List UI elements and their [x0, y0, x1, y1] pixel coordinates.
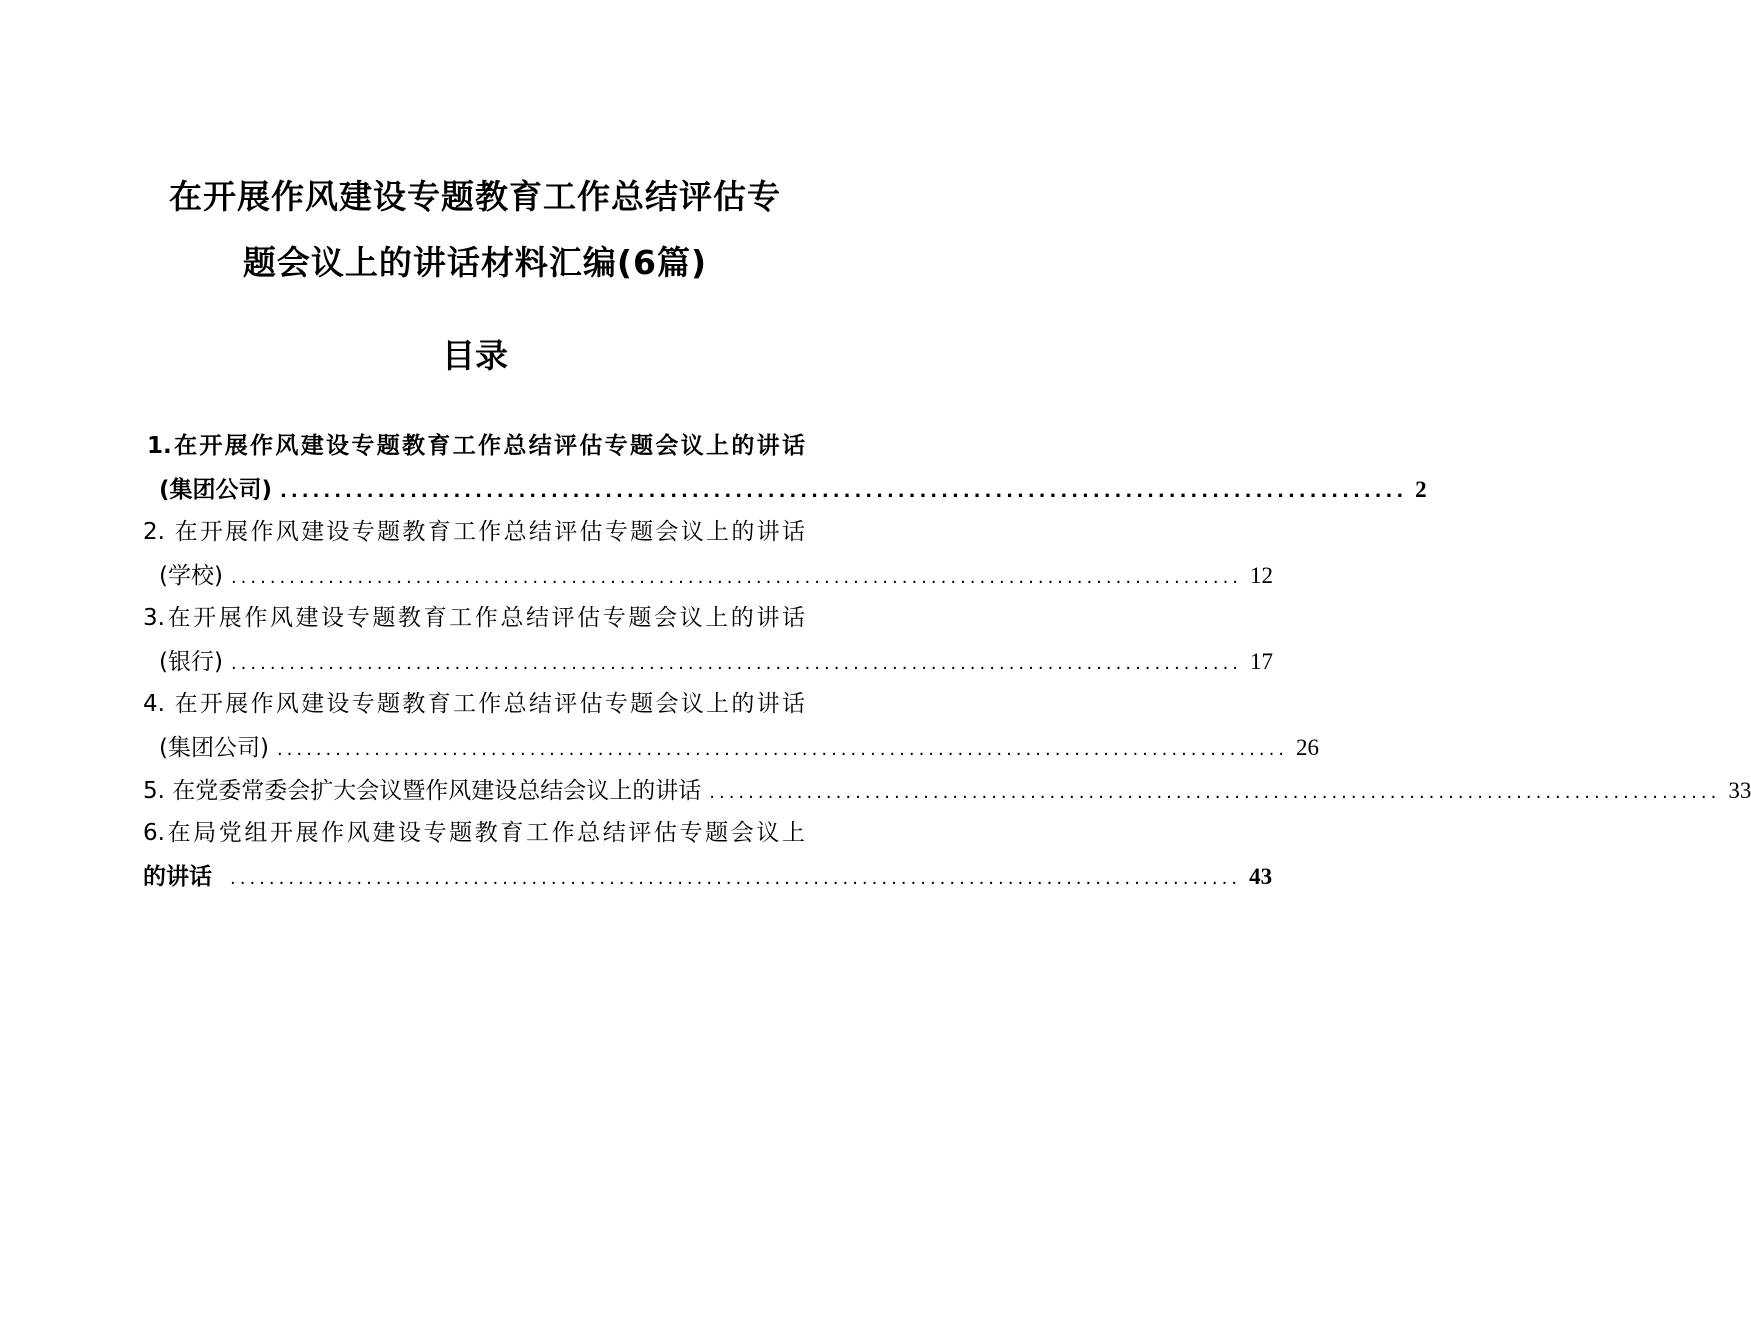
toc-entry-single-line: [143, 769, 1751, 812]
toc-entry-subtitle: (集团公司): [159, 727, 273, 770]
toc-entry-title: 3.在开展作风建设专题教育工作总结评估专题会议上的讲话: [143, 605, 805, 631]
document-title-line-2: 题会议上的讲话材料汇编(6篇): [242, 243, 708, 282]
toc-entry-3[interactable]: [143, 597, 1274, 683]
toc-entry-title: 2. 在开展作风建设专题教育工作总结评估专题会议上的讲话: [143, 519, 805, 545]
toc-entry-continuation: [143, 640, 1274, 683]
toc-entry-subtitle: (银行): [159, 641, 227, 684]
toc-entry-4[interactable]: [143, 683, 1320, 769]
toc-heading: 目录: [442, 336, 508, 375]
toc-entry-6[interactable]: [143, 812, 1273, 898]
dot-leader: ........................................................................................................: [230, 868, 1242, 889]
toc-entry-5[interactable]: [143, 769, 1751, 812]
toc-page-number: 12: [1250, 563, 1274, 588]
toc-page-number: 33: [1728, 778, 1751, 803]
toc-entry-title: 4. 在开展作风建设专题教育工作总结评估专题会议上的讲话: [143, 691, 805, 717]
document-title-line-1: 在开展作风建设专题教育工作总结评估专: [169, 177, 781, 216]
toc-entry-continuation: [143, 554, 1274, 597]
dot-leader: ........................................................................................................: [276, 739, 1289, 760]
toc-entry-subtitle: (集团公司): [159, 469, 276, 512]
toc-entry-title: 6.在局党组开展作风建设专题教育工作总结评估专题会议上: [143, 820, 805, 846]
toc-page-number: 26: [1296, 735, 1320, 760]
dot-leader: ........................................................................................................: [230, 567, 1243, 588]
toc-page-number: 2: [1415, 477, 1427, 502]
toc-entry-title: 5. 在党委常委会扩大会议暨作风建设总结会议上的讲话: [143, 770, 705, 813]
dot-leader: ........................................................................................................: [709, 782, 1721, 803]
toc-entry-continuation: [143, 726, 1320, 769]
toc-entry-subtitle: 的讲话: [143, 856, 216, 899]
toc-page-number: 43: [1249, 864, 1273, 889]
dot-leader: ........................................................................................................: [280, 481, 1408, 502]
toc-entry-continuation: [143, 468, 1427, 511]
table-of-contents: [143, 425, 1751, 898]
toc-entry-subtitle: (学校): [159, 555, 227, 598]
toc-entry-title: 1.在开展作风建设专题教育工作总结评估专题会议上的讲话: [147, 433, 805, 459]
toc-entry-2[interactable]: [143, 511, 1274, 597]
toc-entry-1[interactable]: [143, 425, 1427, 511]
toc-page-number: 17: [1250, 649, 1274, 674]
dot-leader: ........................................................................................................: [230, 653, 1243, 674]
toc-entry-continuation: [143, 855, 1273, 898]
